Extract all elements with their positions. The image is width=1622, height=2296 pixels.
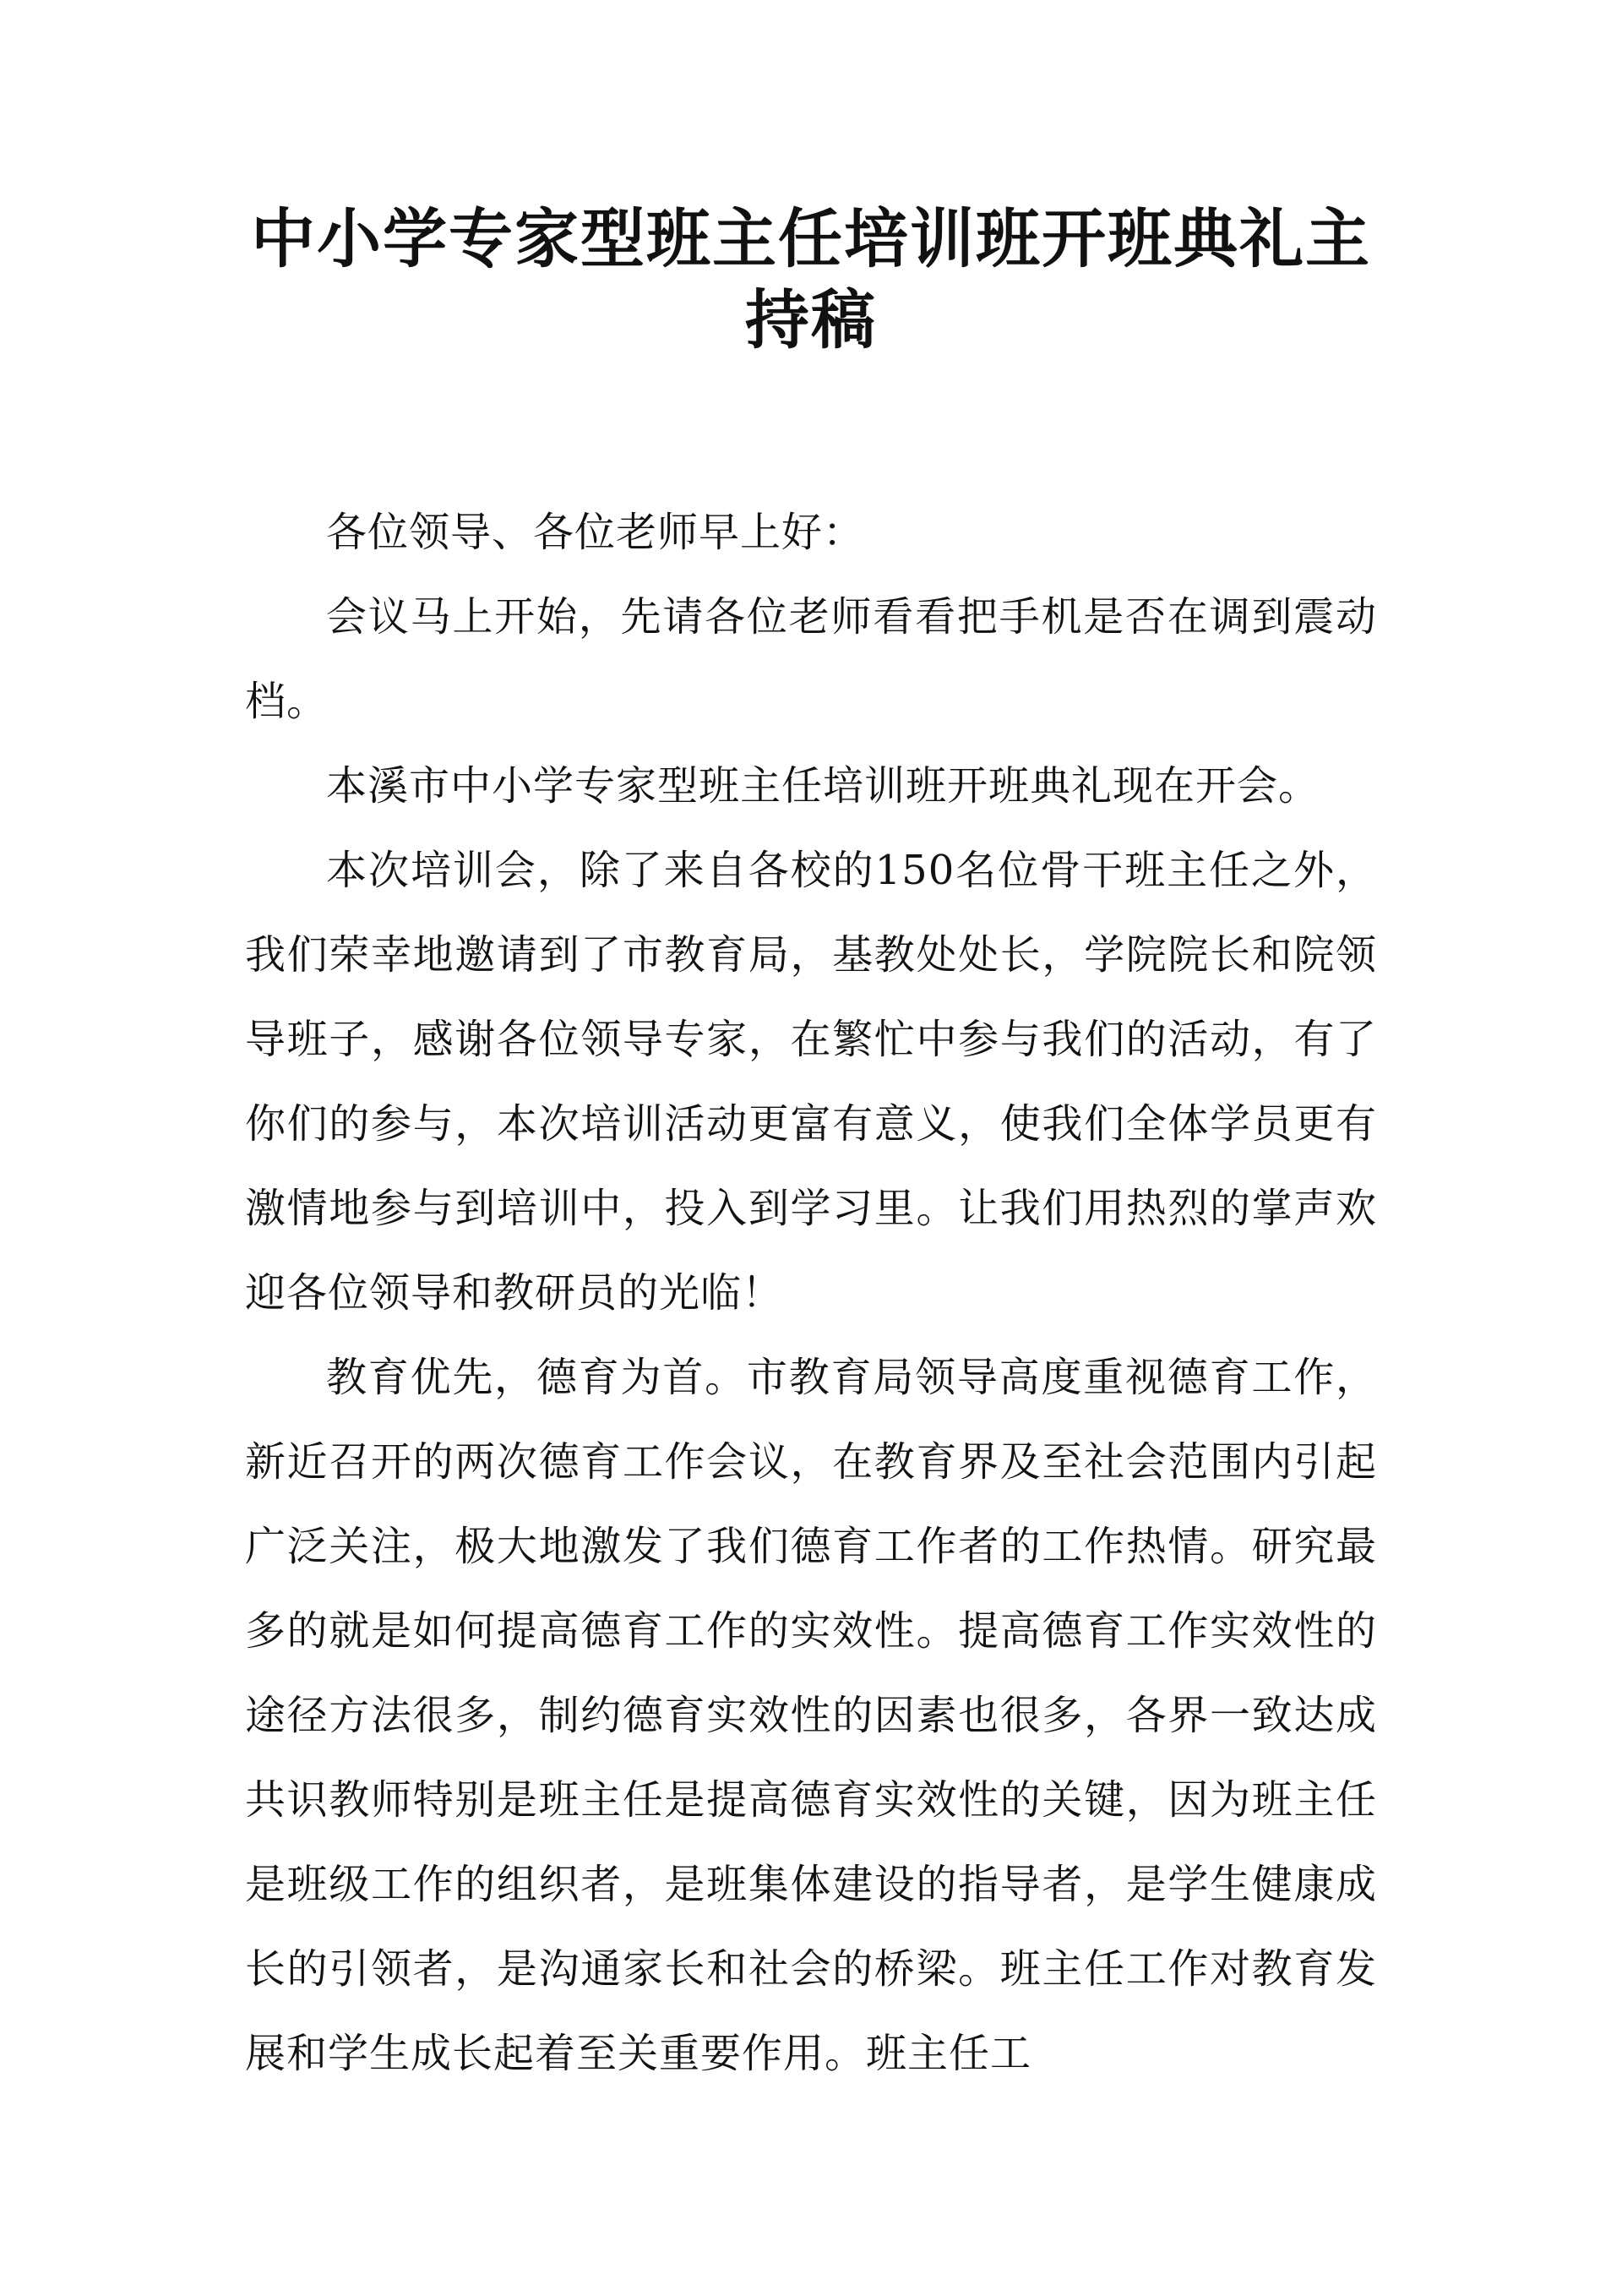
paragraph-moral-education: 教育优先，德育为首。市教育局领导高度重视德育工作，新近召开的两次德育工作会议，在教育界及至社会范围内引起广泛关注，极大地激发了我们德育工作者的工作热情。研究最多的就是如何提高德育工作的实效性。提高德育工作实效性的途径方法很多，制约德育实效性的因素也很多，各界一致达成共识教师特别是班主任是提高德育实效性的关键，因为班主任是班级工作的组织者，是班集体建设的指导者，是学生健康成长的引领者，是沟通家长和社会的桥梁。班主任工作对教育发展和学生成长起着至关重要作用。班主任工: [245, 1354, 1377, 2077]
paragraph-phone-reminder: 会议马上开始，先请各位老师看看把手机是否在调到震动档。: [245, 593, 1377, 725]
paragraph-opening: 本溪市中小学专家型班主任培训班开班典礼现在开会。: [326, 762, 1320, 810]
paragraph-greeting: 各位领导、各位老师早上好：: [326, 509, 865, 556]
paragraph-welcome-guests: 本次培训会，除了来自各校的150名位骨干班主任之外，我们荣幸地邀请到了市教育局，基教处处长，学院院长和院领导班子，感谢各位领导专家，在繁忙中参与我们的活动，有了你们的参与，本次培训活动更富有意义，使我们全体学员更有激情地参与到培训中，投入到学习里。让我们用热烈的掌声欢迎各位领导和教研员的光临！: [245, 847, 1377, 1317]
document-title: 中小学专家型班主任培训班开班典礼主持稿: [251, 201, 1371, 357]
document-body: [245, 490, 1377, 2096]
